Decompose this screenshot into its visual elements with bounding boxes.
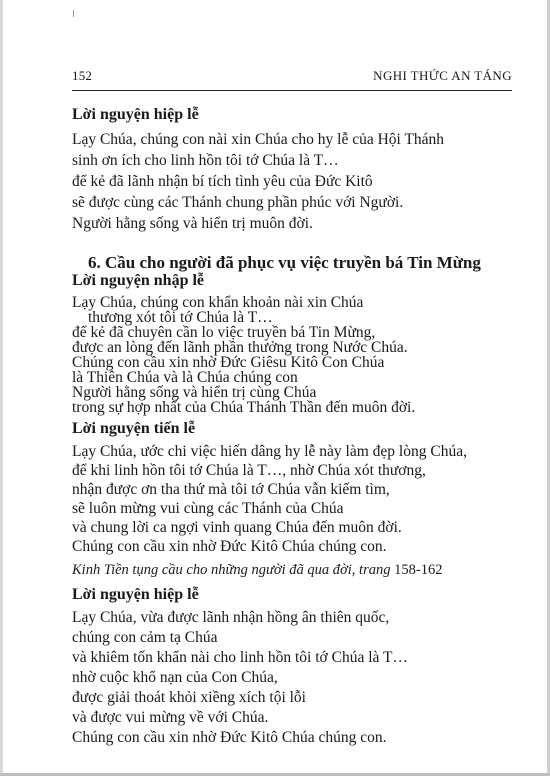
text-line: và được vui mừng về với Chúa.	[72, 709, 269, 726]
text-line: thương xót tôi tớ Chúa là T…	[88, 309, 273, 326]
text-line: trong sự hợp nhất của Chúa Thánh Thần đến muôn đời.	[72, 399, 416, 416]
text-line: để kẻ đã lãnh nhận bí tích tình yêu của Đức Kitô	[72, 173, 373, 190]
text-line: Lạy Chúa, chúng con nài xin Chúa cho hy lễ của Hội Thánh	[72, 131, 445, 148]
text-line: được giải thoát khỏi xiềng xích tội lỗi	[72, 689, 306, 706]
heading-communion-prayer-1: Lời nguyện hiệp lễ	[72, 106, 199, 123]
citation-text: Kinh Tiền tụng cầu cho những người đã qua đời, trang	[72, 562, 391, 578]
text-line: Chúng con cầu xin nhờ Đức Kitô Chúa chúng con.	[72, 729, 387, 746]
heading-communion-prayer-2: Lời nguyện hiệp lễ	[72, 586, 199, 603]
text-line: là Thiên Chúa và là Chúa chúng con	[72, 369, 298, 386]
scan-speck	[73, 10, 74, 17]
heading-opening-prayer: Lời nguyện nhập lễ	[72, 272, 205, 289]
text-line: để kẻ đã chuyên cần lo việc truyền bá Tin Mừng,	[72, 324, 376, 341]
header-rule	[72, 90, 512, 91]
running-head-title: NGHI THỨC AN TÁNG	[373, 68, 512, 83]
text-line: Người hằng sống và hiển trị muôn đời.	[72, 215, 313, 232]
text-line: chúng con cảm tạ Chúa	[72, 629, 218, 646]
text-line: Người hằng sống và hiển trị cùng Chúa	[72, 384, 317, 401]
preface-citation	[72, 562, 442, 579]
heading-offertory-prayer: Lời nguyện tiến lễ	[72, 420, 196, 437]
text-line: nhờ cuộc khổ nạn của Con Chúa,	[72, 669, 278, 686]
text-line: để khi linh hồn tôi tớ Chúa là T…, nhờ Chúa xót thương,	[72, 462, 426, 479]
text-line: nhận được ơn tha thứ mà tôi tớ Chúa vẫn kiếm tìm,	[72, 481, 390, 498]
text-line: Lạy Chúa, ước chi việc hiến dâng hy lễ này làm đẹp lòng Chúa,	[72, 443, 467, 460]
text-line: Chúng con cầu xin nhờ Đức Kitô Chúa chúng con.	[72, 538, 387, 555]
scan-edge-left	[0, 0, 3, 776]
text-line: sinh ơn ích cho linh hồn tôi tớ Chúa là T…	[72, 152, 339, 169]
text-line: sẽ được cùng các Thánh chung phần phúc với Người.	[72, 194, 404, 211]
citation-pages: 158-162	[394, 562, 443, 578]
text-line: Chúng con cầu xin nhờ Đức Giêsu Kitô Con Chúa	[72, 354, 385, 371]
text-line: và chung lời ca ngợi vinh quang Chúa đến muôn đời.	[72, 519, 402, 536]
page-number: 152	[72, 68, 93, 83]
running-head	[72, 68, 512, 90]
text-line: Lạy Chúa, vừa được lãnh nhận hồng ân thiên quốc,	[72, 609, 390, 626]
text-line: được an lòng đến lãnh phần thưởng trong Nước Chúa.	[72, 339, 408, 356]
text-line: và khiêm tốn khẩn nài cho linh hồn tôi tớ Chúa là T…	[72, 649, 408, 666]
text-line: sẽ luôn mừng vui cùng các Thánh của Chúa	[72, 500, 344, 517]
text-line: Lạy Chúa, chúng con khẩn khoản nài xin Chúa	[72, 294, 364, 311]
section-title: 6. Cầu cho người đã phục vụ việc truyền bá Tin Mừng	[88, 253, 481, 272]
